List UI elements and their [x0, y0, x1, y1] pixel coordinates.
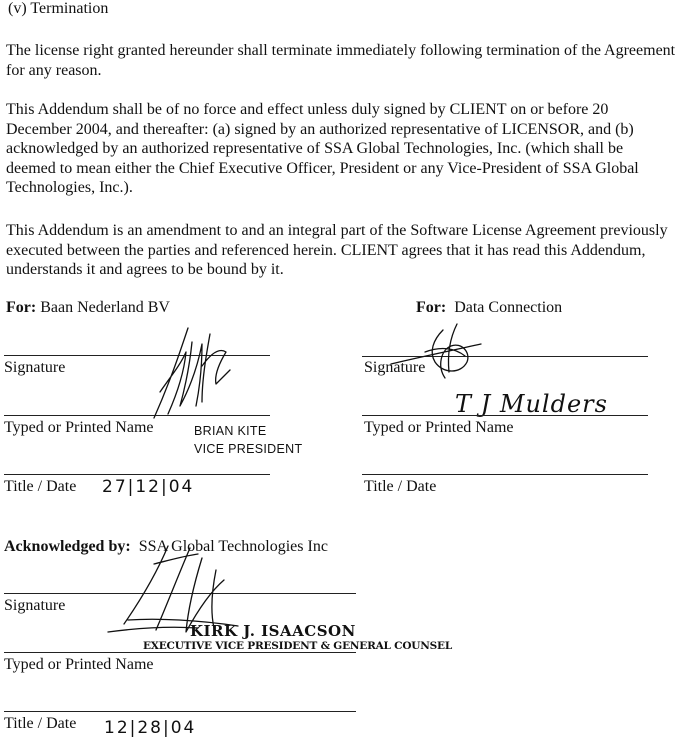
right-typed-label: Typed or Printed Name [364, 419, 514, 436]
right-signature-label: Signature [364, 359, 426, 376]
left-for-line [6, 299, 170, 317]
right-signature-mark [385, 322, 495, 392]
ack-typed-rule [4, 652, 356, 653]
ack-handwritten-date: 12|28|04 [104, 718, 197, 738]
ack-signature-mark [98, 540, 278, 640]
ack-party-name: SSA Global Technologies Inc [138, 538, 328, 555]
left-signature-label: Signature [4, 359, 66, 376]
left-handwritten-date: 27|12|04 [102, 477, 195, 497]
termination-paragraph: The license right granted hereunder shall terminate immediately following termination of the Agreement for any reason. [6, 42, 676, 79]
ack-title-date-label: Title / Date [4, 715, 77, 732]
ack-typed-label: Typed or Printed Name [4, 656, 154, 673]
section-heading: (v) Termination [8, 0, 109, 17]
left-party-name: Baan Nederland BV [40, 299, 170, 316]
ack-title-date-rule [4, 711, 356, 712]
left-title-date-label: Title / Date [4, 478, 77, 495]
signing-conditions-paragraph: This Addendum shall be of no force and effect unless duly signed by CLIENT on or before 20 December 2004, and thereafter: (a) signed by an authorized representative of LICENSOR, and (b) acknowledged by an authorized representative of SSA Global Technologies, Inc. (which shall be deemed to mean either the Chief Executive Officer, President or any Vice-President of SSA Global Technologies, Inc.). [6, 101, 639, 196]
left-typed-name: BRIAN KITE [194, 424, 267, 438]
right-title-date-rule [362, 474, 648, 475]
amendment-paragraph: This Addendum is an amendment to and an integral part of the Software License Agreement previously executed between the parties and referenced herein. CLIENT agrees that it has read this Addendum, understands it and agrees to be bound by it. [6, 222, 668, 278]
left-title-date-rule [4, 474, 270, 475]
right-for-line [416, 299, 562, 317]
left-typed-title: VICE PRESIDENT [194, 442, 303, 456]
ack-label: Acknowledged by: [4, 538, 131, 555]
right-typed-rule [362, 415, 648, 416]
ack-name-stamp: KIRK J. ISAACSON [190, 622, 356, 640]
left-signature-mark [140, 322, 250, 422]
right-title-date-label: Title / Date [364, 478, 437, 495]
left-for-label: For: [6, 299, 37, 316]
left-typed-label: Typed or Printed Name [4, 419, 154, 436]
right-party-name: Data Connection [454, 299, 563, 316]
right-handwritten-name: T J Mulders [455, 390, 608, 418]
right-for-label: For: [416, 299, 447, 316]
ack-title-stamp: EXECUTIVE VICE PRESIDENT & GENERAL COUNSEL [143, 640, 453, 652]
ack-signature-label: Signature [4, 597, 66, 614]
